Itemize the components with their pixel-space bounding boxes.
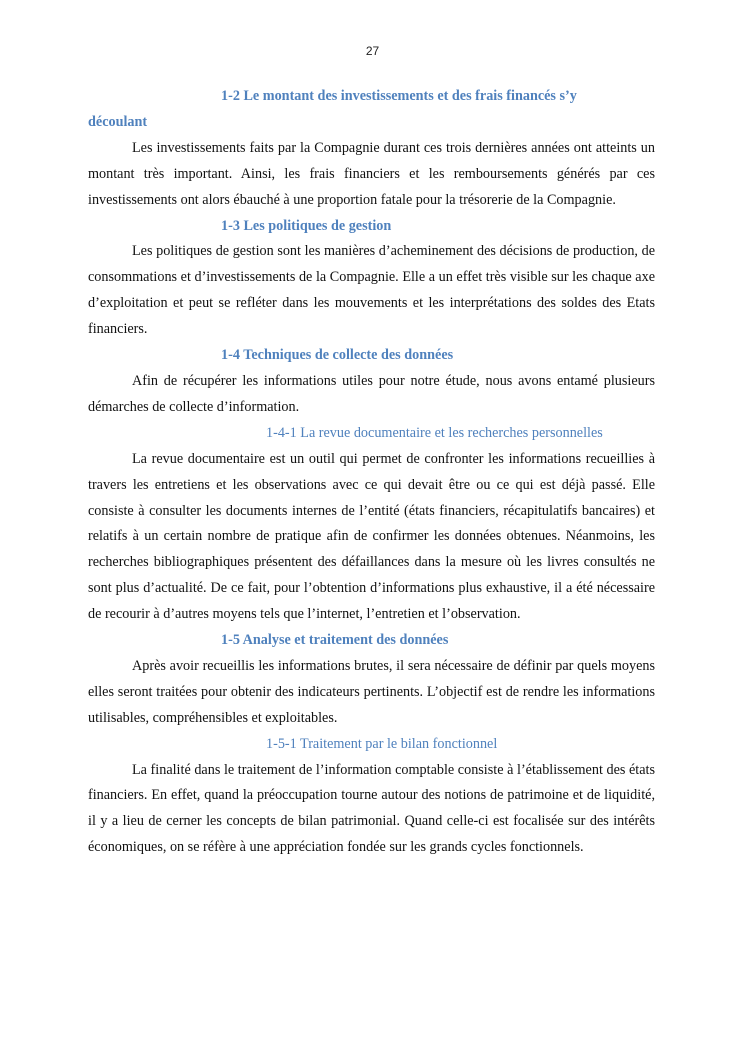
paragraph-1-5-1: La finalité dans le traitement de l’information comptable consiste à l’établissement des états financiers. En effet, quand la préoccupation tourne autour des notions de patrimoine et de liquidité, il y a lieu de cerner les concepts de bilan patrimonial. Quand celle-ci est focalisée sur des intérêts économiques, on se réfère à une appréciation fondée sur les grands cycles fonctionnels.: [88, 761, 655, 856]
section-heading-1-4: 1-4 Techniques de collecte des données: [221, 347, 454, 364]
paragraph-1-4-1: La revue documentaire est un outil qui permet de confronter les informations recueillies à travers les entretiens et les observations avec ce qui devait être ou ce qui est déjà passé. Elle consiste à consulter les documents internes de l’entité (états financiers, récapitulatifs bancaires) et relatifs à un certain nombre de pratique afin de confirmer les données obtenues. Néanmoins, les recherches bibliographiques présentent des défaillances dans la mesure où les livres consultés ne sont plus d’actualité. De ce fait, pour l’obtention d’informations plus exhaustive, il a été nécessaire de recourir à d’autres moyens tels que l’internet, l’entretien et l’observation.: [88, 450, 655, 623]
paragraph-1-4: Afin de récupérer les informations utiles pour notre étude, nous avons entamé plusieurs démarches de collecte d’information.: [88, 372, 655, 415]
section-heading-1-3: 1-3 Les politiques de gestion: [221, 217, 392, 234]
paragraph-1-5: Après avoir recueillis les informations brutes, il sera nécessaire de définir par quels moyens elles seront traitées pour obtenir des indicateurs pertinents. L’objectif est de rendre les informations utilisables, compréhensibles et exploitables.: [88, 657, 655, 726]
section-heading-1-5: 1-5 Analyse et traitement des données: [221, 632, 449, 649]
section-heading-1-2-line2: découlant: [88, 113, 148, 130]
subsection-heading-1-5-1: 1-5-1 Traitement par le bilan fonctionnel: [266, 735, 498, 752]
paragraph-1-2: Les investissements faits par la Compagnie durant ces trois dernières années ont atteints un montant très important. Ainsi, les frais financiers et les remboursements générés par ces investissements ont alors ébauché à une proportion fatale pour la trésorerie de la Compagnie.: [88, 139, 655, 208]
document-body: [88, 84, 655, 861]
page-number: 27: [365, 44, 380, 58]
section-heading-1-2-line1: 1-2 Le montant des investissements et des frais financés s’y: [221, 88, 577, 104]
paragraph-1-3: Les politiques de gestion sont les manières d’acheminement des décisions de production, de consommations et d’investissements de la Compagnie. Elle a un effet très visible sur les chaque axe d’exploitation et peut se refléter dans les mouvements et les interprétations des soldes des Etats financiers.: [88, 243, 655, 338]
subsection-heading-1-4-1: 1-4-1 La revue documentaire et les recherches personnelles: [266, 424, 603, 441]
